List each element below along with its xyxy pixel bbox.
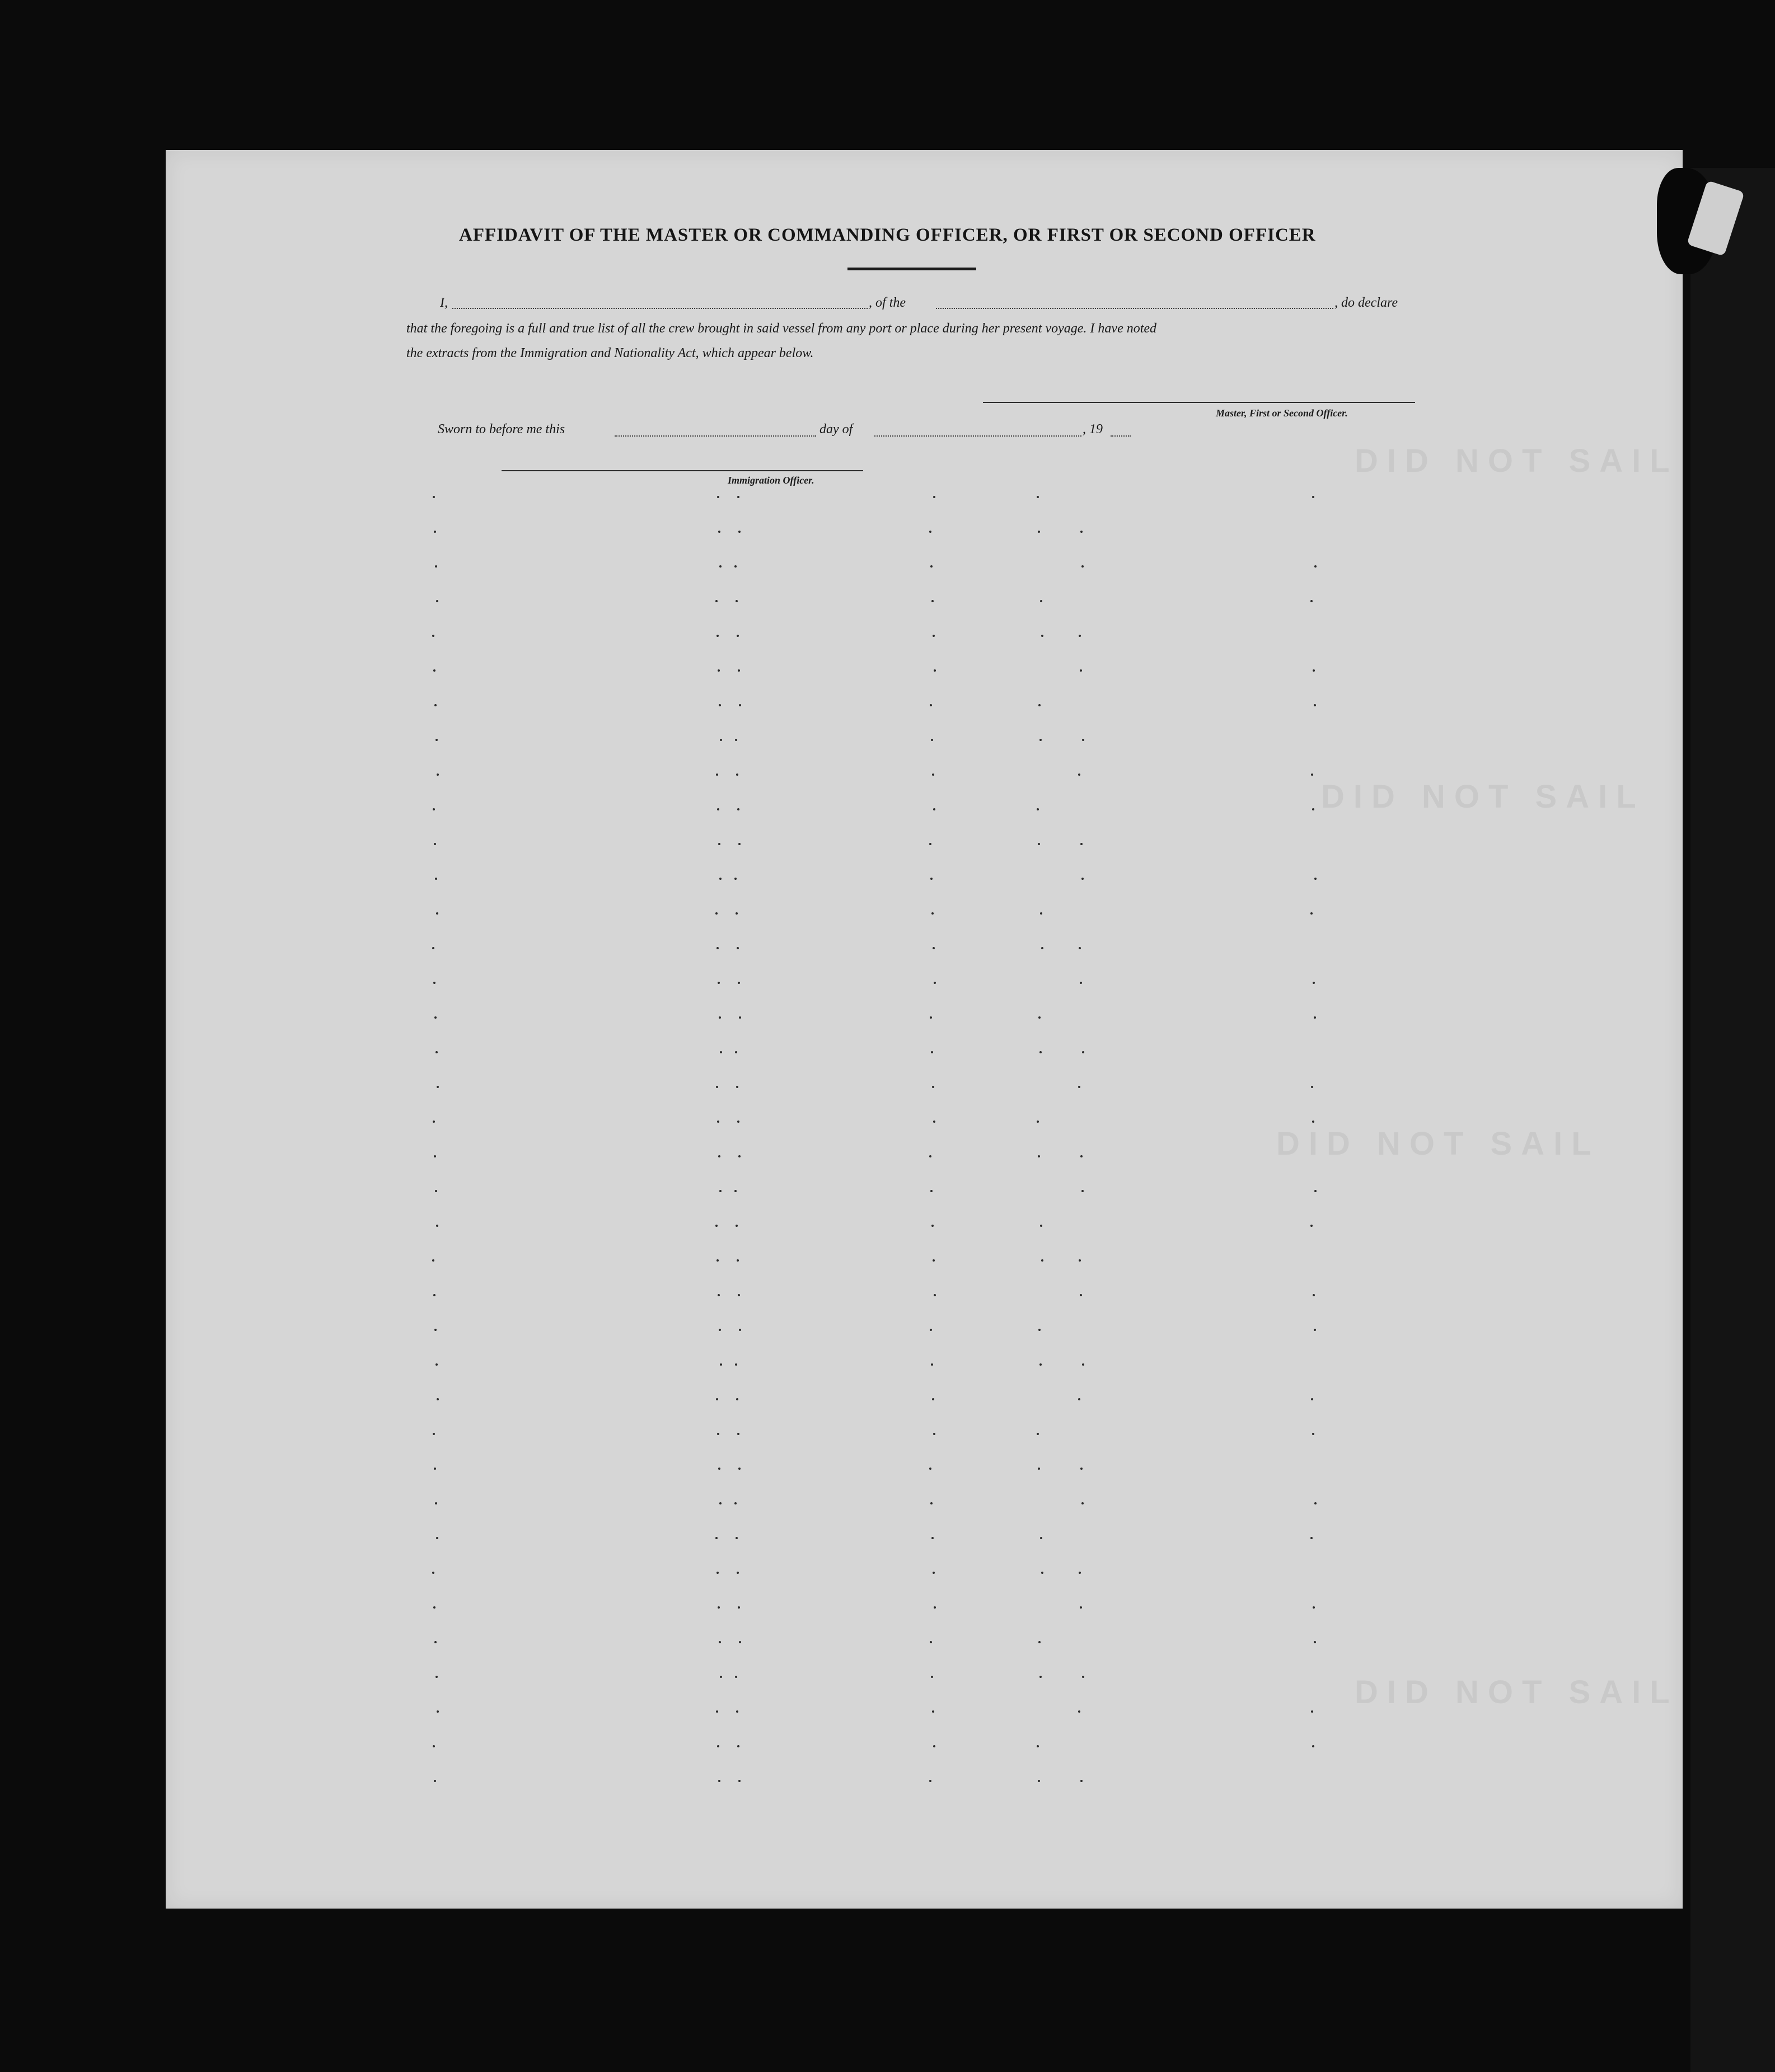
scan-dot: [1039, 739, 1042, 741]
scan-dot: [931, 1051, 933, 1053]
scan-dot: [1080, 843, 1083, 845]
scan-dot: [930, 1190, 933, 1192]
scan-dot: [737, 496, 739, 498]
scan-dot: [932, 1710, 934, 1713]
scan-dot: [739, 704, 741, 706]
scan-dot: [716, 1572, 719, 1574]
scan-dot: [719, 1502, 722, 1504]
scan-dot: [1313, 982, 1315, 984]
scan-dot: [1080, 1780, 1083, 1782]
scan-dot: [1081, 878, 1084, 880]
scan-dot: [1079, 1572, 1081, 1574]
immigration-officer-signature-line[interactable]: [502, 470, 863, 471]
scan-dot: [718, 843, 720, 845]
scan-dot: [737, 1572, 739, 1574]
scan-dot: [719, 1329, 721, 1331]
scan-dot: [716, 635, 719, 637]
scan-dot: [934, 669, 936, 672]
scan-dot: [435, 1502, 437, 1504]
scan-dot: [1314, 704, 1316, 706]
scan-dot: [932, 1398, 934, 1400]
scan-dot: [1040, 1225, 1042, 1227]
scan-dot: [436, 600, 438, 602]
scan-dot: [931, 912, 934, 915]
scan-dot: [933, 1259, 935, 1262]
scan-dot: [1080, 1468, 1083, 1470]
scan-dot: [736, 1710, 738, 1713]
scan-dot: [738, 1294, 740, 1296]
vessel-name-field[interactable]: [936, 308, 1333, 309]
scan-dot: [434, 1641, 437, 1643]
scan-dot: [1081, 1502, 1084, 1504]
scan-dot: [1080, 982, 1082, 984]
scan-dot: [1314, 565, 1317, 568]
scan-dot: [1079, 947, 1081, 949]
scan-dot: [1039, 1676, 1042, 1678]
scan-dot: [1078, 1086, 1080, 1088]
scan-dot: [934, 982, 936, 984]
scan-dot: [735, 1051, 737, 1053]
scan-dot: [1314, 1016, 1316, 1019]
scan-dot: [437, 1398, 439, 1400]
scan-dot: [1041, 1259, 1043, 1262]
scan-dot: [735, 1363, 737, 1366]
scan-dot: [1038, 1155, 1040, 1157]
scan-dot: [1310, 1225, 1313, 1227]
scan-dot: [736, 774, 738, 776]
scan-dot: [930, 878, 933, 880]
scan-dot: [433, 1433, 435, 1435]
scan-dot: [933, 1433, 935, 1435]
scan-dot: [718, 1606, 720, 1609]
scan-dot: [1310, 600, 1313, 602]
scan-dot: [718, 1468, 720, 1470]
scan-dot: [1038, 843, 1040, 845]
scan-dot: [715, 1537, 718, 1539]
scan-dot: [434, 1468, 436, 1470]
scan-dot: [933, 635, 935, 637]
scan-dot: [1037, 1121, 1039, 1123]
scan-dot: [1311, 1398, 1313, 1400]
scan-dot: [434, 704, 437, 706]
scan-dot: [1041, 635, 1043, 637]
year-prefix-label: , 19: [1083, 422, 1103, 437]
scan-dot: [738, 1155, 741, 1157]
scan-dot: [434, 1155, 436, 1157]
scan-dot: [1312, 808, 1314, 810]
scan-dot: [932, 1086, 934, 1088]
scan-dot: [1080, 531, 1083, 533]
scan-dot: [1311, 1710, 1313, 1713]
scan-dot: [1080, 1606, 1082, 1609]
immigration-officer-caption: Immigration Officer.: [728, 475, 814, 486]
scan-dot: [432, 947, 434, 949]
declarant-prefix: I,: [440, 296, 448, 310]
do-declare-label: , do declare: [1334, 296, 1398, 310]
scan-dot: [717, 1745, 719, 1747]
scan-dot: [437, 774, 439, 776]
master-signature-line[interactable]: [983, 402, 1415, 403]
scan-dot: [736, 1398, 738, 1400]
scan-dot: [737, 635, 739, 637]
scan-dot: [930, 1502, 933, 1504]
scan-dot: [433, 1606, 435, 1609]
scan-dot: [1312, 1745, 1314, 1747]
scan-dot: [1038, 704, 1041, 706]
scan-dot: [718, 1294, 720, 1296]
scan-dot: [1314, 1502, 1317, 1504]
scan-dot: [1040, 912, 1042, 915]
scan-dot: [1079, 1259, 1081, 1262]
scan-dot: [1079, 635, 1081, 637]
scan-dot: [933, 1745, 935, 1747]
scan-dot: [433, 1745, 435, 1747]
scan-dot: [737, 1259, 739, 1262]
scan-dot: [1080, 1155, 1083, 1157]
scan-dot: [1313, 1294, 1315, 1296]
scan-dot: [435, 1051, 438, 1053]
scan-dot: [930, 1641, 932, 1643]
scan-dot: [738, 669, 740, 672]
scan-dot: [719, 1190, 722, 1192]
scan-dot: [737, 1433, 739, 1435]
scan-dot: [1037, 808, 1039, 810]
scan-background-edge: [1690, 168, 1775, 2072]
scan-dot: [1314, 1190, 1317, 1192]
scan-dot: [718, 669, 720, 672]
scan-dot: [433, 982, 435, 984]
scan-dot: [929, 1468, 931, 1470]
sworn-year-field[interactable]: [1111, 435, 1131, 437]
scan-dot: [717, 496, 719, 498]
scan-dot: [1037, 1433, 1039, 1435]
scan-dot: [434, 1780, 436, 1782]
scan-dot: [734, 878, 737, 880]
scan-dot: [737, 1745, 739, 1747]
declaration-text-line-2: that the foregoing is a full and true list of all the crew brought in said vessel from any port or place during her present voyage. I have noted: [406, 321, 1157, 336]
scan-dot: [931, 1676, 933, 1678]
scan-dot: [933, 1572, 935, 1574]
scan-dot: [715, 600, 718, 602]
scan-dot: [717, 808, 719, 810]
scan-dot: [719, 565, 722, 568]
scan-dot: [435, 878, 437, 880]
scan-dot: [1082, 1051, 1084, 1053]
scan-dot: [1041, 947, 1043, 949]
scan-dot: [1037, 1745, 1039, 1747]
scan-dot: [716, 774, 718, 776]
scan-dot: [931, 739, 933, 741]
scan-dot: [933, 1121, 935, 1123]
scan-dot: [736, 1225, 738, 1227]
scan-dot: [734, 1502, 737, 1504]
title-underline: [847, 268, 976, 270]
scan-dot: [738, 1606, 740, 1609]
scan-dot: [434, 1329, 437, 1331]
scan-dot: [739, 1329, 741, 1331]
scan-dot: [716, 1086, 718, 1088]
scan-dot: [929, 1780, 931, 1782]
scan-dot: [739, 1016, 741, 1019]
scan-dot: [717, 1433, 719, 1435]
scan-dot: [435, 565, 437, 568]
scan-dot: [1039, 1051, 1042, 1053]
scan-dot: [1041, 1572, 1043, 1574]
scan-dot: [1082, 1363, 1084, 1366]
scan-dot: [719, 1016, 721, 1019]
scan-dot: [930, 1016, 932, 1019]
scan-dot: [433, 496, 435, 498]
scan-dot: [736, 912, 738, 915]
scan-dot: [1313, 669, 1315, 672]
scan-dot: [931, 600, 934, 602]
scan-dot: [1312, 496, 1314, 498]
scan-dot: [436, 1537, 438, 1539]
scan-dot: [435, 1363, 438, 1366]
scan-dot: [930, 704, 932, 706]
scan-dot: [1078, 1398, 1080, 1400]
scan-dot: [436, 1225, 438, 1227]
scan-dot: [716, 1398, 718, 1400]
sworn-month-field[interactable]: [874, 435, 1081, 437]
scan-dot: [1038, 1016, 1041, 1019]
scan-dot: [934, 1606, 936, 1609]
scan-dot: [432, 1572, 434, 1574]
scan-dot: [1081, 1190, 1084, 1192]
scan-dot: [1311, 1086, 1313, 1088]
scan-dot: [716, 1259, 719, 1262]
scan-dot: [934, 1294, 936, 1296]
scan-dot: [1038, 1780, 1040, 1782]
scan-dot: [719, 1641, 721, 1643]
scan-dot: [718, 1155, 720, 1157]
scan-dot: [1039, 1363, 1042, 1366]
scan-dot: [435, 1676, 438, 1678]
day-of-label: day of: [819, 422, 853, 437]
scan-dot: [930, 1329, 932, 1331]
scan-dot: [437, 1086, 439, 1088]
scan-dot: [737, 947, 739, 949]
sworn-label: Sworn to before me this: [438, 422, 565, 437]
affidavit-title: AFFIDAVIT OF THE MASTER OR COMMANDING OFFICER, OR FIRST OR SECOND OFFICER: [459, 225, 1316, 245]
scan-dot: [433, 1294, 435, 1296]
scan-dot: [1078, 1710, 1080, 1713]
document-page: [166, 150, 1683, 1909]
scan-dot: [719, 878, 722, 880]
scan-dot: [434, 531, 436, 533]
scan-dot: [1037, 496, 1039, 498]
scan-dot: [1312, 1433, 1314, 1435]
scan-dot: [737, 808, 739, 810]
scan-dot: [734, 1190, 737, 1192]
scan-dot: [738, 531, 741, 533]
scan-dot: [434, 843, 436, 845]
scan-dot: [738, 843, 741, 845]
scan-dot: [929, 1155, 931, 1157]
scan-dot: [933, 947, 935, 949]
master-signature-caption: Master, First or Second Officer.: [1216, 407, 1348, 419]
scan-dot: [1078, 774, 1080, 776]
scan-dot: [715, 1225, 718, 1227]
scan-dot: [1038, 1641, 1041, 1643]
scan-dot: [1038, 1329, 1041, 1331]
scan-dot: [718, 982, 720, 984]
scan-dot: [736, 1537, 738, 1539]
scan-dot: [1080, 669, 1082, 672]
scan-dot: [1310, 912, 1313, 915]
scan-dot: [716, 1710, 718, 1713]
scan-dot: [1314, 878, 1317, 880]
bleed-through-text: DID NOT SAIL: [1355, 1674, 1679, 1710]
scan-dot: [1314, 1641, 1316, 1643]
scan-dot: [435, 739, 438, 741]
scan-dot: [1313, 1606, 1315, 1609]
scan-dot: [929, 843, 931, 845]
scan-dot: [434, 1016, 437, 1019]
scan-dot: [719, 704, 721, 706]
scan-dot: [736, 600, 738, 602]
scan-dot: [1314, 1329, 1316, 1331]
scan-dot: [737, 1121, 739, 1123]
scan-dot: [735, 739, 737, 741]
bleed-through-text: DID NOT SAIL: [1321, 779, 1645, 815]
scan-dot: [931, 1537, 934, 1539]
scan-dot: [1038, 531, 1040, 533]
scan-dot: [720, 1051, 722, 1053]
scan-dot: [1080, 1294, 1082, 1296]
scan-dot: [736, 1086, 738, 1088]
scan-dot: [433, 1121, 435, 1123]
scan-dot: [718, 1780, 720, 1782]
scan-dot: [1082, 1676, 1084, 1678]
scan-dot: [720, 1676, 722, 1678]
of-the-label: , of the: [869, 296, 906, 310]
scan-dot: [738, 1468, 741, 1470]
scan-dot: [739, 1641, 741, 1643]
scan-dot: [432, 635, 434, 637]
bleed-through-text: DID NOT SAIL: [1355, 443, 1679, 479]
scan-dot: [1312, 1121, 1314, 1123]
scan-dot: [1040, 1537, 1042, 1539]
scan-dot: [435, 1190, 437, 1192]
scan-dot: [738, 1780, 741, 1782]
bleed-through-text: DID NOT SAIL: [1276, 1126, 1600, 1162]
scan-dot: [738, 982, 740, 984]
scan-dot: [1082, 739, 1084, 741]
scan-dot: [718, 531, 720, 533]
scan-dot: [735, 1676, 737, 1678]
scan-dot: [933, 808, 935, 810]
scan-dot: [433, 808, 435, 810]
scan-dot: [720, 1363, 722, 1366]
scan-dot: [433, 669, 435, 672]
scan-dot: [929, 531, 931, 533]
scan-dot: [1040, 600, 1042, 602]
scan-dot: [720, 739, 722, 741]
sworn-day-field[interactable]: [615, 435, 816, 437]
declarant-name-field[interactable]: [452, 308, 868, 309]
scan-dot: [715, 912, 718, 915]
scan-dot: [1081, 565, 1084, 568]
scan-dot: [436, 912, 438, 915]
scan-dot: [734, 565, 737, 568]
scan-dot: [933, 496, 935, 498]
scan-dot: [1311, 774, 1313, 776]
scan-dot: [1038, 1468, 1040, 1470]
scan-dot: [931, 1225, 934, 1227]
scan-dot: [717, 1121, 719, 1123]
scan-dot: [932, 774, 934, 776]
scan-dot: [931, 1363, 933, 1366]
scan-dot: [437, 1710, 439, 1713]
scan-dot: [1310, 1537, 1313, 1539]
scan-dot: [432, 1259, 434, 1262]
scan-dot: [930, 565, 933, 568]
scan-dot: [716, 947, 719, 949]
declaration-text-line-3: the extracts from the Immigration and Nationality Act, which appear below.: [406, 346, 814, 360]
